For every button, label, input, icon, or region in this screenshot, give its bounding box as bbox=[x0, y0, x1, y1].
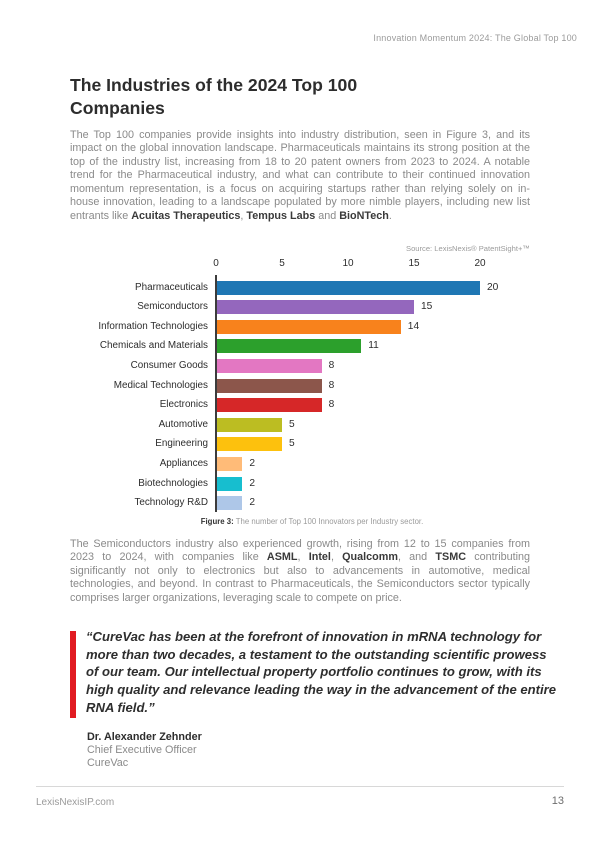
quote-accent-bar bbox=[70, 631, 76, 718]
bar bbox=[217, 496, 242, 510]
paragraph-text: . bbox=[388, 209, 392, 222]
figure-caption bbox=[70, 517, 554, 526]
bar-value-label: 2 bbox=[249, 497, 256, 509]
paragraph-text: The Semiconductors industry also experienced growth, rising from 12 to 15 companies from 2023 to 2024, with companies like bbox=[70, 538, 530, 564]
bar-category-label: Automotive bbox=[158, 418, 208, 430]
bar bbox=[217, 437, 282, 451]
bar-category-label: Chemicals and Materials bbox=[99, 340, 208, 352]
bar-value-label: 14 bbox=[407, 320, 420, 332]
company-name-bold: Intel bbox=[308, 551, 331, 564]
paragraph-text: , and bbox=[397, 551, 436, 564]
axis-tick-label: 0 bbox=[213, 258, 219, 269]
paragraph-text: , bbox=[297, 551, 309, 564]
bar-category-label: Semiconductors bbox=[137, 301, 208, 313]
paragraph-text: , bbox=[330, 551, 343, 564]
bar-category-label: Pharmaceuticals bbox=[135, 281, 208, 293]
bar-chart bbox=[0, 258, 600, 516]
bar-category-label: Technology R&D bbox=[134, 497, 208, 509]
footer-divider bbox=[36, 786, 564, 787]
bar-value-label: 5 bbox=[289, 438, 295, 450]
bar-value-label: 2 bbox=[249, 477, 256, 489]
bar bbox=[217, 418, 282, 432]
axis-tick-label: 10 bbox=[342, 258, 354, 269]
bar bbox=[217, 281, 480, 295]
page-number: 13 bbox=[551, 795, 564, 807]
page-title-line-2: Companies bbox=[70, 97, 165, 118]
axis-tick-label: 20 bbox=[474, 258, 486, 269]
footer-site-link[interactable]: LexisNexisIP.com bbox=[36, 797, 115, 808]
bar-category-label: Engineering bbox=[155, 438, 208, 450]
bar-value-label: 2 bbox=[249, 457, 256, 469]
bar-category-label: Biotechnologies bbox=[138, 477, 208, 489]
figure-caption-label: Figure 3: bbox=[200, 517, 234, 526]
bar-category-label: Appliances bbox=[159, 457, 208, 469]
bar-category-label: Medical Technologies bbox=[113, 379, 208, 391]
bar-category-label: Information Technologies bbox=[98, 320, 208, 332]
bar bbox=[217, 339, 361, 353]
bar-value-label: 20 bbox=[487, 281, 499, 293]
bar bbox=[217, 379, 322, 393]
pull-quote: “CureVac has been at the forefront of innovation in mRNA technology for more than two decades, a testament to the outstanding scientific prowess of our team. Our intellectual property portfolio continues to grow, with its high quality and relevance leading the way in the advancement of the entire RNA field.” bbox=[86, 629, 557, 715]
bar-value-label: 8 bbox=[328, 379, 335, 391]
company-name-bold: BioNTech bbox=[339, 209, 389, 222]
paragraph-text: contributing significantly not only to electronics but also to advancements in automotive, medical technologies, and beyond. In contrast to Pharmaceuticals, the Semiconductors sector typically comprises larger organizations, leveraging scale to compete on price. bbox=[70, 551, 531, 604]
axis-tick-label: 5 bbox=[279, 258, 285, 269]
bar bbox=[217, 398, 322, 412]
bar-category-label: Consumer Goods bbox=[130, 359, 208, 371]
bar-category-label: Electronics bbox=[159, 399, 208, 411]
bar-value-label: 5 bbox=[289, 418, 295, 430]
bar bbox=[217, 477, 242, 491]
bar bbox=[217, 359, 322, 373]
page-title-line-1: The Industries of the 2024 Top 100 bbox=[70, 75, 358, 95]
body-paragraph-1 bbox=[70, 129, 530, 223]
body-paragraph-2 bbox=[70, 538, 530, 605]
paragraph-text: The Top 100 companies provide insights into industry distribution, seen in Figure 3, and its impact on the global innovation landscape. Pharmaceuticals maintains its strong position at the top of the industry list, increasing from 18 to 20 patent owners from 2023 to 2024. A notable trend for the Pharmaceutical industry, and what can contribute to their continued innovation momentum representation, is a focus on acquiring startups rather than relying solely on in-house innovation, leading to a landscape populated by more nimble players, including new list entrants like bbox=[70, 129, 530, 222]
chart-source-note: Source: LexisNexis® PatentSight+™ bbox=[406, 244, 530, 253]
running-header: Innovation Momentum 2024: The Global Top 100 bbox=[373, 33, 577, 43]
axis-tick-label: 15 bbox=[408, 258, 420, 269]
company-name-bold: Tempus Labs bbox=[246, 209, 316, 222]
company-name-bold: Qualcomm bbox=[342, 551, 398, 564]
quote-author-role: Chief Executive Officer bbox=[87, 744, 197, 756]
quote-author: Dr. Alexander Zehnder bbox=[87, 731, 202, 743]
bar bbox=[217, 457, 242, 471]
bar-value-label: 8 bbox=[328, 399, 335, 411]
company-name-bold: Acuitas Therapeutics bbox=[131, 209, 241, 222]
paragraph-text: , bbox=[240, 209, 247, 222]
quote-author-company: CureVac bbox=[87, 757, 129, 769]
bar-value-label: 15 bbox=[421, 301, 433, 313]
company-name-bold: ASML bbox=[266, 551, 298, 564]
page-title bbox=[70, 74, 490, 119]
bar-value-label: 11 bbox=[368, 340, 379, 352]
paragraph-text: and bbox=[315, 209, 340, 222]
bar bbox=[217, 320, 401, 334]
bar-value-label: 8 bbox=[328, 359, 335, 371]
bar bbox=[217, 300, 414, 314]
company-name-bold: TSMC bbox=[435, 551, 466, 564]
figure-caption-text: The number of Top 100 Innovators per Industry sector. bbox=[235, 517, 424, 526]
